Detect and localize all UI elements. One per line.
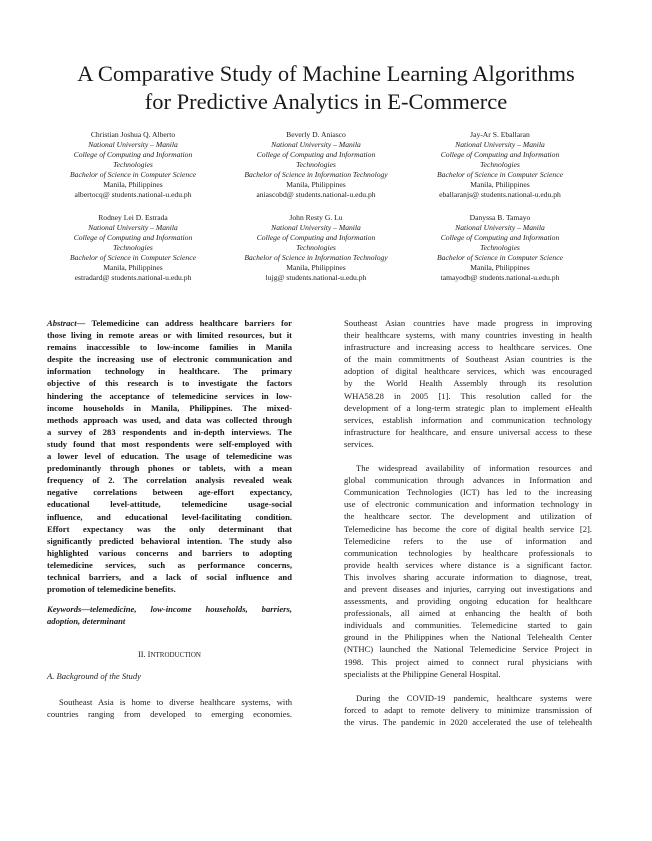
body-line: of the main commitments of Southeast Asian countries is the: [344, 354, 592, 365]
body-paragraph: [344, 317, 592, 450]
abstract-label: Abstract—: [47, 318, 86, 328]
author-block: [33, 130, 233, 200]
abstract-line: those living in remote areas or with limited resources, but it: [47, 330, 292, 341]
body-paragraph: [344, 462, 592, 680]
abstract-line: despite the increasing use of electronic communication and: [47, 354, 292, 365]
author-name: John Resty G. Lu: [289, 213, 343, 222]
body-line: Southeast Asia is home to diverse healthcare systems, with: [59, 696, 292, 707]
author-affiliation: National University – Manila: [271, 140, 361, 149]
paper-title: [20, 60, 632, 116]
author-affiliation: National University – Manila: [88, 223, 178, 232]
body-line: Telemedicine has become the core of digital health service [2].: [344, 523, 592, 534]
abstract-line: information technology in healthcare. The primary: [47, 366, 292, 377]
body-paragraph: [344, 692, 592, 728]
abstract-line: promotion of telemedicine benefits.: [47, 584, 176, 595]
author-location: Manila, Philippines: [103, 180, 163, 189]
author-block: [216, 130, 416, 200]
body-line: Communication Technologies (ICT) has led to the increasing: [344, 487, 592, 498]
author-block: [400, 130, 600, 200]
body-line: communication technologies by healthcare professionals to: [344, 547, 592, 558]
abstract-line: a survey of 283 respondents and in-depth interviews. The: [47, 426, 292, 437]
abstract-line: telemedicine services, such as performance concerns,: [47, 559, 292, 570]
abstract-line: Abstract— Telemedicine can address healthcare barriers for: [47, 318, 292, 328]
subsection-heading: A. Background of the Study: [47, 671, 141, 682]
author-email[interactable]: tamayodb@ students.national-u.edu.ph: [440, 273, 560, 282]
abstract-line: educational level-attitude, telemedicine usage-social: [47, 499, 292, 510]
body-line: adoption of digital healthcare services, which was encouraged: [344, 366, 592, 377]
body-line: infrastructure for healthcare, and ensure universal access to these: [344, 426, 592, 437]
body-line: the virus. The pandemic in 2020 accelerated the use of telehealth: [344, 716, 592, 727]
author-college: Technologies: [480, 243, 520, 252]
body-line: individuals and communities. Telemedicine started to gain: [344, 620, 592, 631]
author-program: Bachelor of Science in Computer Science: [70, 170, 196, 179]
abstract-line: income households in Manila, Philippines. The mixed-: [47, 402, 292, 413]
author-college: Technologies: [480, 160, 520, 169]
author-block: [400, 213, 600, 283]
keywords: [47, 603, 292, 627]
abstract-line: objective of this research is to investigate the factors: [47, 378, 292, 389]
abstract-line: Effort expectancy was the only determinant that: [47, 523, 292, 534]
body-line: provide health services where distance is a significant factor.: [344, 559, 592, 570]
body-line: (NTHC) launched the National Telemedicine Service Project in: [344, 644, 592, 655]
body-line: WHA58.28 in 2005 [1]. This resolution called for the: [344, 390, 592, 401]
body-line: ground in the Philippines when the National Telehealth Center: [344, 632, 592, 643]
author-name: Jay-Ar S. Eballaran: [470, 130, 530, 139]
keywords-label: Keywords—: [47, 604, 90, 615]
author-affiliation: National University – Manila: [455, 223, 545, 232]
author-name: Beverly D. Aniasco: [286, 130, 346, 139]
abstract-line: hindering the acceptance of telemedicine services in low-: [47, 390, 292, 401]
author-email[interactable]: aniascobd@ students.national-u.edu.ph: [256, 190, 376, 199]
body-line: Southeast Asian countries have made progress in improving: [344, 318, 592, 328]
author-email[interactable]: eballaranjs@ students.national-u.edu.ph: [439, 190, 561, 199]
body-line: The widespread availability of information resources and: [356, 463, 592, 474]
body-line: 1998. This project aimed to connect rural physicians with: [344, 656, 592, 667]
abstract-line: negative correlations between age-effort expectancy,: [47, 487, 292, 498]
author-college: Technologies: [296, 160, 336, 169]
abstract-line: influence, and educational level-facilitating condition.: [47, 511, 292, 522]
author-location: Manila, Philippines: [103, 263, 163, 272]
author-program: Bachelor of Science in Information Technology: [244, 170, 388, 179]
body-line: During the COVID-19 pandemic, healthcare systems were: [356, 692, 592, 703]
author-program: Bachelor of Science in Computer Science: [437, 170, 563, 179]
author-name: Danyssa B. Tamayo: [469, 213, 531, 222]
abstract-line: a lower level of education. The usage of telemedicine was: [47, 451, 292, 462]
author-block: [33, 213, 233, 283]
abstract: [47, 317, 292, 595]
author-college: Technologies: [113, 160, 153, 169]
author-program: Bachelor of Science in Information Technology: [244, 253, 388, 262]
abstract-line: remains inaccessible to low-income families in Manila: [47, 342, 292, 353]
author-affiliation: National University – Manila: [271, 223, 361, 232]
body-line: infrastructure and increasing access to healthcare services. One: [344, 342, 592, 353]
body-line: forced to adapt to remote delivery to minimize transmission of: [344, 704, 592, 715]
author-location: Manila, Philippines: [286, 180, 346, 189]
author-affiliation: National University – Manila: [455, 140, 545, 149]
body-line: global communication through advances in Information and: [344, 475, 592, 486]
author-location: Manila, Philippines: [470, 180, 530, 189]
author-name: Rodney Lei D. Estrada: [98, 213, 168, 222]
right-column: [344, 317, 592, 728]
abstract-line: frequency of 2. The correlation analysis revealed weak: [47, 475, 292, 486]
author-location: Manila, Philippines: [470, 263, 530, 272]
author-email[interactable]: albertocq@ students.national-u.edu.ph: [74, 190, 192, 199]
body-line: the healthcare sector. The development and utilization of: [344, 511, 592, 522]
author-college: Technologies: [113, 243, 153, 252]
author-affiliation: National University – Manila: [88, 140, 178, 149]
body-line: by the World Health Assembly through its resolution: [344, 378, 592, 389]
abstract-line: study found that most respondents were self-employed with: [47, 438, 292, 449]
body-line: and prevent diseases and injuries, carrying out investigations and: [344, 583, 592, 594]
left-column: [47, 317, 292, 720]
author-college: College of Computing and Information: [256, 150, 376, 159]
body-line: professionals, all aimed at enhancing the health of both: [344, 608, 592, 619]
abstract-line: methods approach was used, and data was collected through: [47, 414, 292, 425]
body-line: specialists at the Philippine General Hospital.: [344, 668, 501, 679]
section-heading: II. INTRODUCTION: [137, 650, 201, 660]
body-line: their healthcare systems, with many countries investing in health: [344, 330, 592, 341]
abstract-line: predominantly through phones or tablets, with a mean: [47, 463, 292, 474]
author-college: College of Computing and Information: [256, 233, 376, 242]
body-line: Telemedicine refers to the use of information and: [344, 535, 592, 546]
title-line: A Comparative Study of Machine Learning Algorithms: [77, 61, 575, 86]
abstract-line: highlighted various concerns and barriers to adopting: [47, 547, 292, 558]
body-line: services, establish information and communication technology: [344, 414, 592, 425]
body-line: This involves sharing accurate information to diagnose, treat,: [344, 571, 592, 582]
author-college: Technologies: [296, 243, 336, 252]
author-college: College of Computing and Information: [440, 233, 560, 242]
body-line: use of electronic communication and information technology in: [344, 499, 592, 510]
body-line: development of a long-term strategic plan to implement eHealth: [344, 402, 592, 413]
author-program: Bachelor of Science in Computer Science: [437, 253, 563, 262]
author-program: Bachelor of Science in Computer Science: [70, 253, 196, 262]
author-email[interactable]: lujg@ students.national-u.edu.ph: [265, 273, 367, 282]
body-line: assessments, and providing ongoing education for healthcare: [344, 596, 592, 607]
author-block: [216, 213, 416, 283]
author-college: College of Computing and Information: [73, 150, 193, 159]
title-line: for Predictive Analytics in E-Commerce: [144, 89, 508, 114]
keywords-line: adoption, determinant: [47, 616, 126, 627]
author-email[interactable]: estradard@ students.national-u.edu.ph: [74, 273, 192, 282]
body-line: countries ranging from developed to emerging economies.: [47, 708, 292, 719]
author-college: College of Computing and Information: [73, 233, 193, 242]
body-paragraph: [47, 696, 292, 720]
keywords-line: Keywords—telemedicine, low-income households, barriers,: [47, 604, 292, 615]
author-name: Christian Joshua Q. Alberto: [90, 130, 176, 139]
author-location: Manila, Philippines: [286, 263, 346, 272]
body-line: services.: [344, 438, 374, 449]
abstract-line: technical barriers, and a lack of social influence and: [47, 571, 292, 582]
abstract-line: significantly predicted behavioral intention. The study also: [47, 535, 292, 546]
author-college: College of Computing and Information: [440, 150, 560, 159]
